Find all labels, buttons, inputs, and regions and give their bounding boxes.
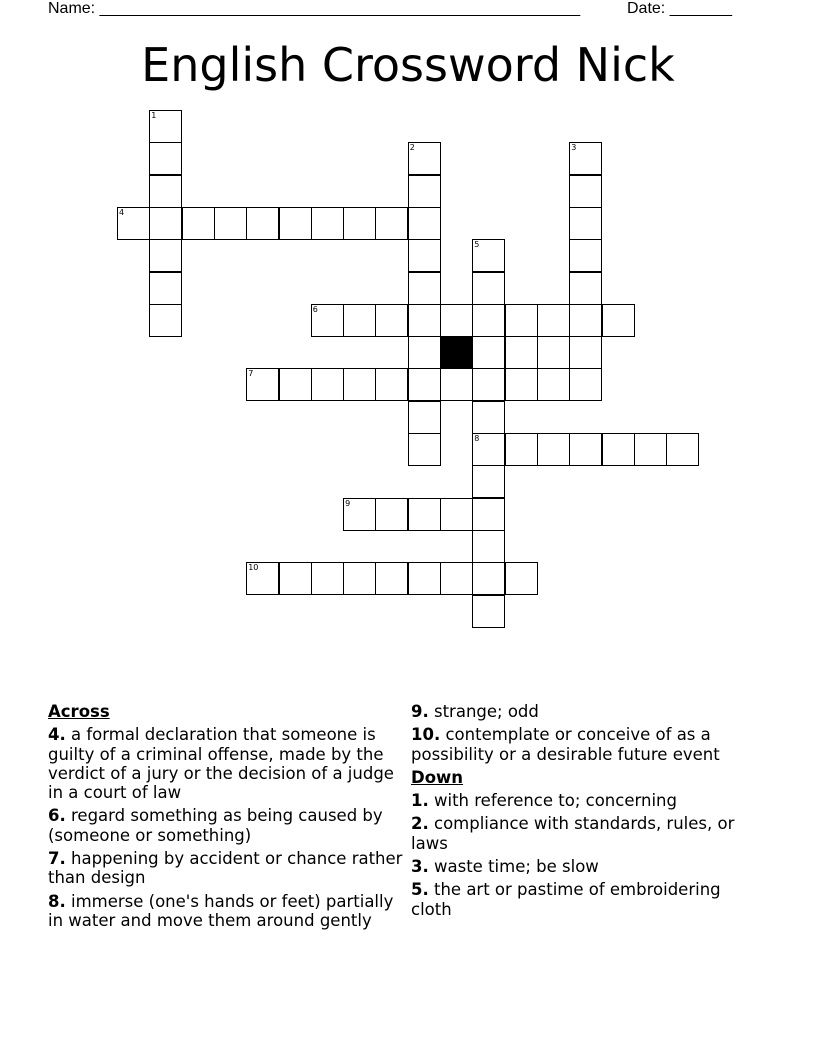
grid-cell[interactable] (537, 368, 570, 401)
grid-cell[interactable] (505, 562, 538, 595)
grid-cell[interactable] (569, 142, 602, 175)
clue-number: 6. (48, 806, 66, 826)
grid-cell[interactable] (149, 175, 182, 208)
grid-cell[interactable] (537, 336, 570, 369)
grid-cell[interactable] (408, 207, 441, 240)
across-heading: Across (48, 702, 110, 721)
grid-cell[interactable] (505, 433, 538, 466)
down-clue (411, 857, 761, 876)
grid-cell[interactable] (505, 304, 538, 337)
grid-cell[interactable] (408, 433, 441, 466)
clues-left-column (48, 702, 403, 934)
clue-text: with reference to; concerning (428, 791, 677, 811)
clue-number: 2. (411, 814, 429, 834)
grid-cell[interactable] (602, 433, 635, 466)
date-field[interactable]: Date: _______ (627, 0, 732, 17)
grid-cell[interactable] (343, 304, 376, 337)
grid-cell[interactable] (472, 498, 505, 531)
grid-cell[interactable] (246, 562, 279, 595)
across-clue-list-continued (411, 702, 761, 764)
grid-cell[interactable] (408, 304, 441, 337)
across-clue-list (48, 725, 403, 930)
grid-cell[interactable] (472, 562, 505, 595)
grid-cell[interactable] (408, 368, 441, 401)
grid-cell[interactable] (472, 239, 505, 272)
clue-number: 6 (312, 304, 318, 314)
grid-cell[interactable] (602, 304, 635, 337)
grid-cell[interactable] (634, 433, 667, 466)
grid-cell[interactable] (666, 433, 699, 466)
clue-number: 3. (411, 857, 429, 877)
grid-cell[interactable] (472, 401, 505, 434)
grid-cell[interactable] (149, 207, 182, 240)
clue-number: 3 (571, 143, 577, 153)
grid-cell[interactable] (149, 272, 182, 305)
grid-cell[interactable] (472, 368, 505, 401)
grid-cell[interactable] (472, 272, 505, 305)
grid-cell[interactable] (569, 336, 602, 369)
grid-cell[interactable] (149, 110, 182, 143)
grid-cell[interactable] (246, 368, 279, 401)
clue-number: 9 (345, 498, 351, 508)
page-title: English Crossword Nick (141, 38, 675, 92)
clue-text: happening by accident or chance rather than design (48, 849, 403, 888)
down-heading: Down (411, 767, 464, 787)
clue-text: waste time; be slow (428, 857, 599, 877)
clue-number: 5. (411, 880, 429, 900)
grid-cell[interactable] (408, 175, 441, 208)
grid-cell[interactable] (569, 433, 602, 466)
clue-number: 8. (48, 891, 66, 911)
grid-cell[interactable] (214, 207, 247, 240)
grid-cell[interactable] (375, 498, 408, 531)
grid-cell[interactable] (569, 304, 602, 337)
grid-cell[interactable] (440, 498, 473, 531)
grid-cell[interactable] (472, 595, 505, 628)
grid-cell[interactable] (440, 304, 473, 337)
clue-text: the art or pastime of embroidering cloth (411, 880, 721, 919)
grid-cell[interactable] (408, 498, 441, 531)
across-clue (48, 849, 403, 888)
grid-cell[interactable] (375, 368, 408, 401)
grid-cell[interactable] (472, 433, 505, 466)
grid-cell[interactable] (375, 304, 408, 337)
across-clue (48, 892, 403, 931)
grid-cell[interactable] (408, 562, 441, 595)
grid-cell[interactable] (117, 207, 150, 240)
clue-number: 2 (409, 143, 415, 153)
grid-cell[interactable] (408, 239, 441, 272)
grid-cell[interactable] (505, 336, 538, 369)
grid-cell[interactable] (149, 239, 182, 272)
grid-cell[interactable] (440, 562, 473, 595)
grid-cell[interactable] (472, 530, 505, 563)
grid-cell[interactable] (408, 142, 441, 175)
grid-cell[interactable] (149, 304, 182, 337)
grid-cell[interactable] (569, 207, 602, 240)
down-clue-list (411, 791, 761, 919)
grid-cell[interactable] (343, 562, 376, 595)
clue-number: 1 (151, 111, 157, 120)
clues-right-column (411, 702, 761, 923)
clue-text: regard something as being caused by (someone or something) (48, 806, 383, 845)
grid-cell[interactable] (375, 207, 408, 240)
clue-number: 4 (119, 207, 125, 217)
clue-number: 8 (474, 434, 480, 443)
grid-cell[interactable] (472, 465, 505, 498)
clue-number: 10 (248, 563, 259, 573)
grid-cell[interactable] (472, 304, 505, 337)
down-clue (411, 814, 761, 853)
grid-cell[interactable] (343, 207, 376, 240)
down-clue (411, 880, 761, 919)
clue-number: 10. (411, 725, 441, 745)
grid-cell[interactable] (408, 401, 441, 434)
grid-cell[interactable] (246, 207, 279, 240)
grid-cell[interactable] (537, 433, 570, 466)
clue-text: immerse (one's hands or feet) partially in water and move them around gently (48, 891, 394, 930)
across-clue (411, 725, 761, 764)
across-clue (48, 725, 403, 802)
clue-text: compliance with standards, rules, or laws (411, 814, 735, 853)
grid-cell[interactable] (408, 272, 441, 305)
grid-cell[interactable] (343, 498, 376, 531)
clue-text: contemplate or conceive of as a possibility or a desirable future event (411, 725, 720, 764)
clue-text: strange; odd (428, 702, 539, 721)
grid-cell[interactable] (311, 368, 344, 401)
grid-cell[interactable] (537, 304, 570, 337)
clue-number: 7 (248, 369, 254, 379)
clue-number: 4. (48, 725, 66, 745)
grid-cell[interactable] (279, 368, 312, 401)
grid-cell[interactable] (343, 368, 376, 401)
clue-number: 7. (48, 849, 66, 869)
clue-number: 5 (474, 240, 480, 250)
black-cell (440, 336, 473, 369)
grid-cell[interactable] (569, 175, 602, 208)
grid-cell[interactable] (375, 562, 408, 595)
grid-cell[interactable] (408, 336, 441, 369)
grid-cell[interactable] (440, 368, 473, 401)
clue-text: a formal declaration that someone is guilty of a criminal offense, made by the verdict of a jury or the decision of a judge in a court of law (48, 725, 394, 803)
grid-cell[interactable] (279, 562, 312, 595)
grid-cell[interactable] (569, 272, 602, 305)
grid-cell[interactable] (472, 336, 505, 369)
grid-cell[interactable] (279, 207, 312, 240)
grid-cell[interactable] (311, 207, 344, 240)
grid-cell[interactable] (569, 239, 602, 272)
grid-cell[interactable] (311, 304, 344, 337)
clue-number: 9. (411, 702, 429, 721)
name-field[interactable]: Name: ______________________________________________________ (48, 0, 581, 17)
clue-number: 1. (411, 791, 429, 811)
across-clue (48, 806, 403, 845)
grid-cell[interactable] (311, 562, 344, 595)
grid-cell[interactable] (505, 368, 538, 401)
grid-cell[interactable] (182, 207, 215, 240)
across-clue (411, 702, 761, 721)
grid-cell[interactable] (149, 142, 182, 175)
down-clue (411, 791, 761, 810)
grid-cell[interactable] (569, 368, 602, 401)
